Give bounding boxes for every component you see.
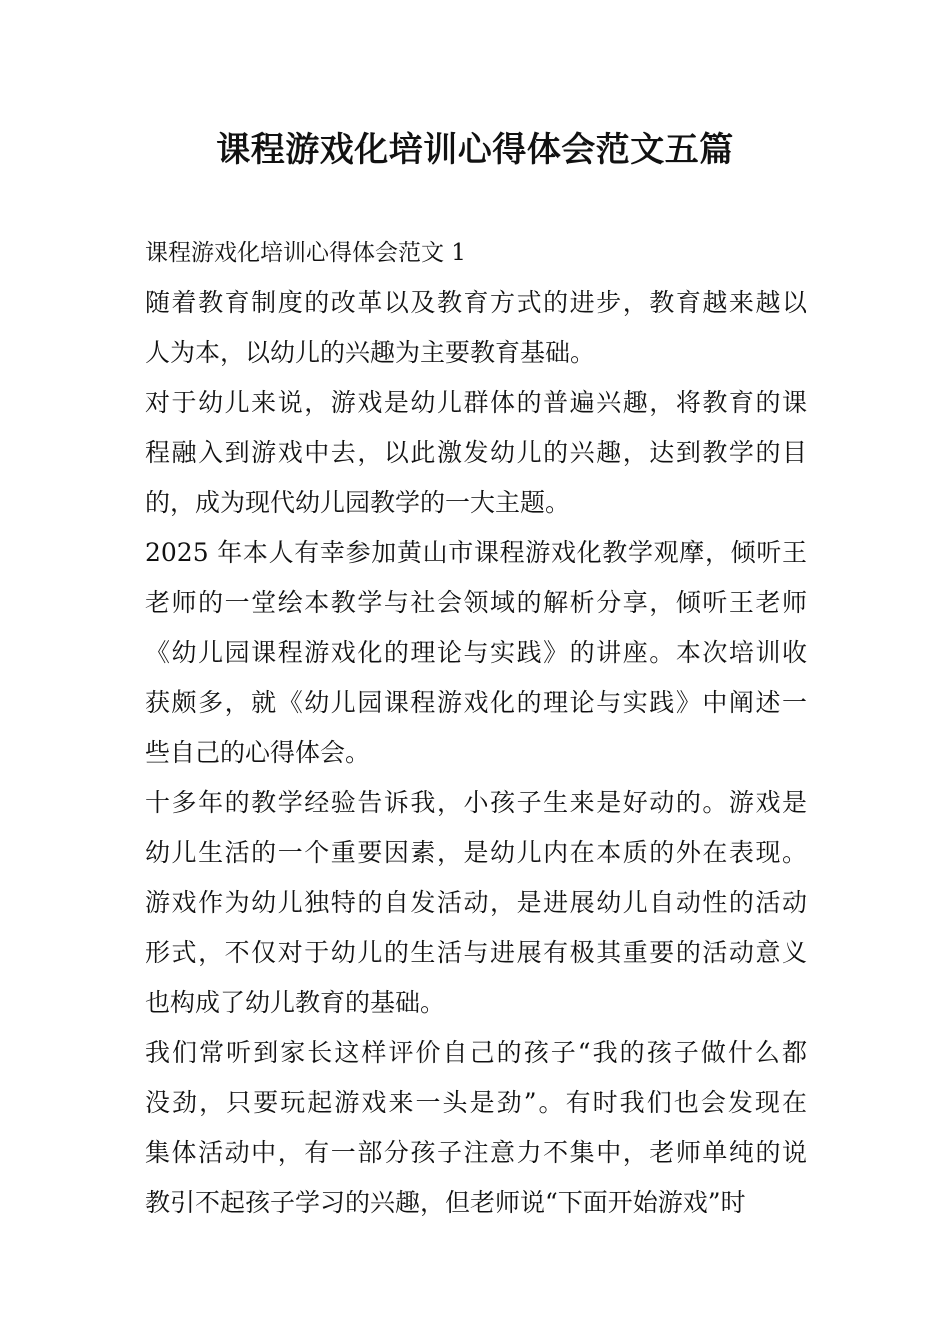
paragraph-line: 2025 年本人有幸参加黄山市课程游戏化教学观摩，倾听王 <box>145 538 807 567</box>
document-body <box>145 228 807 1228</box>
paragraph-line: 《幼儿园课程游戏化的理论与实践》的讲座。本次培训收 <box>145 638 807 667</box>
page-title: 课程游戏化培训心得体会范文五篇 <box>216 130 734 170</box>
paragraph-line: 形式，不仅对于幼儿的生活与进展有极其重要的活动意义 <box>145 938 807 967</box>
paragraph <box>145 778 807 1028</box>
section-heading: 课程游戏化培训心得体会范文 1 <box>145 240 466 266</box>
paragraph-line: 游戏作为幼儿独特的自发活动，是进展幼儿自动性的活动 <box>145 888 807 917</box>
paragraph-line: 的，成为现代幼儿园教学的一大主题。 <box>145 488 571 517</box>
paragraph-line: 程融入到游戏中去，以此激发幼儿的兴趣，达到教学的目 <box>145 438 807 467</box>
paragraph <box>145 528 807 778</box>
paragraph-line: 没劲，只要玩起游戏来一头是劲”。有时我们也会发现在 <box>145 1088 807 1117</box>
paragraph-list <box>145 278 807 1228</box>
paragraph-line: 老师的一堂绘本教学与社会领域的解析分享，倾听王老师 <box>145 588 807 617</box>
paragraph-line: 我们常听到家长这样评价自己的孩子“我的孩子做什么都 <box>145 1038 807 1067</box>
paragraph-line: 获颇多，就《幼儿园课程游戏化的理论与实践》中阐述一 <box>145 688 807 717</box>
paragraph-line: 些自己的心得体会。 <box>145 738 371 767</box>
paragraph <box>145 1028 807 1228</box>
paragraph-line: 十多年的教学经验告诉我，小孩子生来是好动的。游戏是 <box>145 788 807 817</box>
paragraph-line: 人为本，以幼儿的兴趣为主要教育基础。 <box>145 338 596 367</box>
paragraph-line: 幼儿生活的一个重要因素，是幼儿内在本质的外在表现。 <box>145 838 807 867</box>
paragraph-line: 对于幼儿来说，游戏是幼儿群体的普遍兴趣，将教育的课 <box>145 388 807 417</box>
paragraph <box>145 378 807 528</box>
paragraph <box>145 278 807 378</box>
paragraph-line: 随着教育制度的改革以及教育方式的进步，教育越来越以 <box>145 288 807 317</box>
paragraph-line: 也构成了幼儿教育的基础。 <box>145 988 446 1017</box>
paragraph-line: 教引不起孩子学习的兴趣，但老师说“下面开始游戏”时 <box>145 1188 746 1217</box>
paragraph-line: 集体活动中，有一部分孩子注意力不集中，老师单纯的说 <box>145 1138 807 1167</box>
